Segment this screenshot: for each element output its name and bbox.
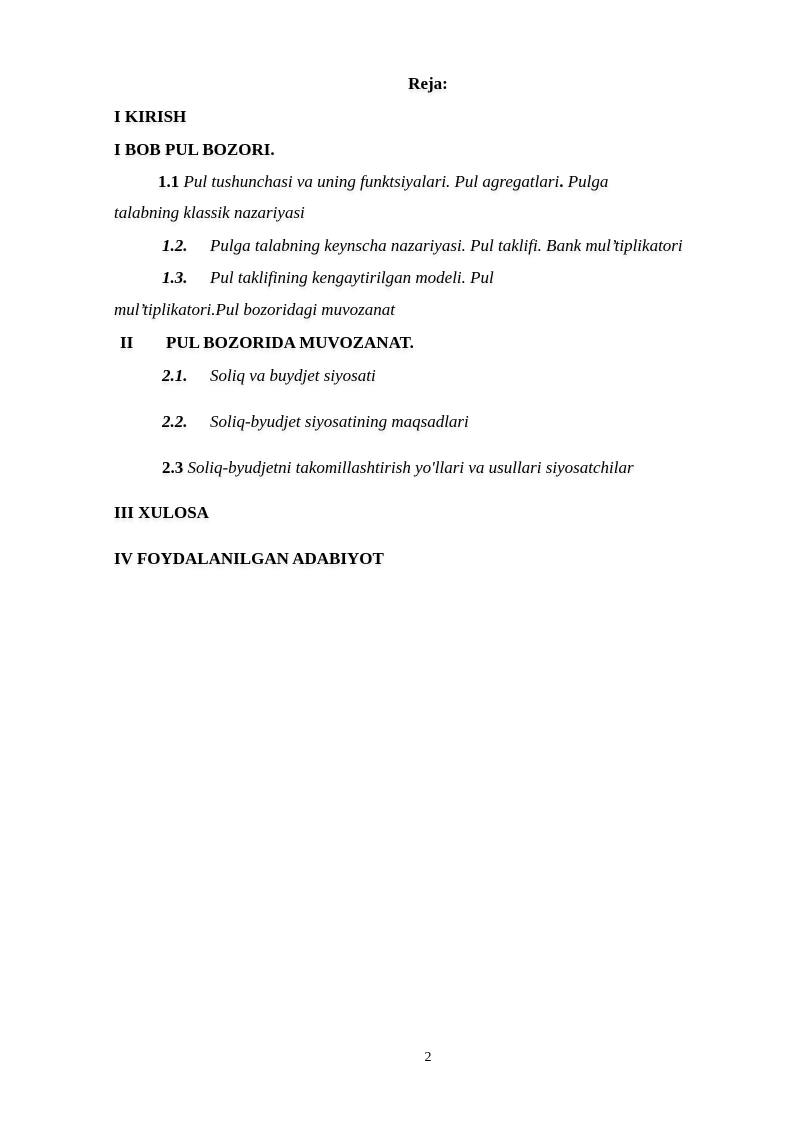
intro-heading: I KIRISH	[114, 107, 187, 126]
section-text: Pulga talabning keynscha nazariyasi. Pul taklifi. Bank mul’tiplikatori	[210, 236, 683, 255]
references-heading: IV FOYDALANILGAN ADABIYOT	[114, 549, 384, 568]
page-title: Reja:	[408, 74, 448, 93]
section-2-2-number: 2.2.	[162, 412, 188, 431]
section-number: 1.1	[158, 172, 180, 191]
section-text-dot: .	[559, 172, 564, 191]
chapter2-number: II	[120, 333, 134, 352]
section-number: 1.2.	[162, 236, 188, 255]
section-1-3-continued: mul’tiplikatori.Pul bozoridagi muvozanat	[114, 300, 395, 319]
section-number: 1.3.	[162, 268, 188, 287]
section-number: 2.3	[162, 458, 184, 477]
section-2-1-text: Soliq va buydjet siyosati	[210, 366, 376, 385]
chapter1-heading: I BOB PUL BOZORI.	[114, 140, 275, 159]
section-text: Pul tushunchasi va uning funktsiyalari. Pul agregatlari	[183, 172, 560, 191]
section-2-1-number: 2.1.	[162, 366, 188, 385]
section-2-3	[162, 458, 634, 478]
page-number: 2	[424, 1050, 432, 1065]
section-1-2	[162, 236, 188, 256]
section-1-3	[162, 268, 188, 288]
chapter2-heading: PUL BOZORIDA MUVOZANAT.	[166, 333, 414, 352]
section-text: Pul taklifining kengaytirilgan modeli. Pul	[210, 268, 494, 287]
section-text: Soliq-byudjetni takomillashtirish yo'llari va usullari siyosatchilar	[187, 458, 634, 477]
section-1-1	[158, 172, 608, 192]
section-2-2-text: Soliq-byudjet siyosatining maqsadlari	[210, 412, 469, 431]
section-1-1-continued: talabning klassik nazariyasi	[114, 203, 305, 222]
section-text: Pulga	[563, 172, 609, 191]
conclusion-heading: III XULOSA	[114, 503, 209, 522]
